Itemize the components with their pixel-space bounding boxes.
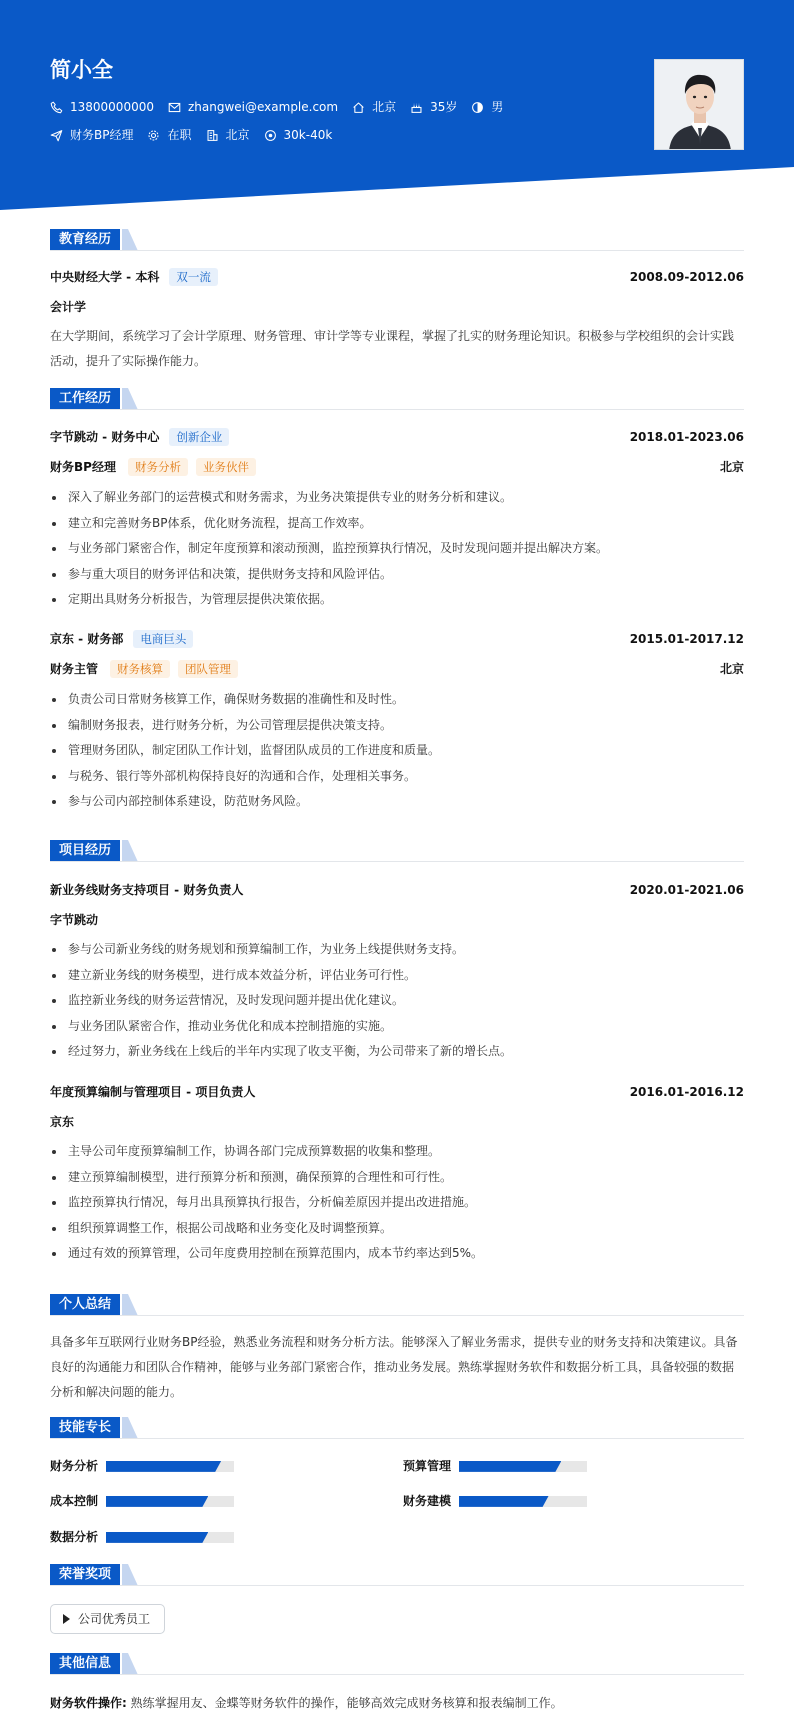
list-item: 通过有效的预算管理，公司年度费用控制在预算范围内，成本节约率达到5%。 xyxy=(50,1241,744,1267)
job-role-row xyxy=(50,458,744,476)
project-date: 2016.01-2016.12 xyxy=(629,1085,744,1099)
job-header xyxy=(50,428,744,446)
skill-bar-fill xyxy=(459,1461,561,1472)
salary-item xyxy=(264,127,333,144)
section-divider xyxy=(50,409,744,410)
skill-item xyxy=(50,1529,234,1546)
position-text: 财务BP经理 xyxy=(70,128,134,142)
section-title: 技能专长 xyxy=(50,1417,120,1439)
send-icon xyxy=(50,129,63,142)
mail-icon xyxy=(168,101,181,114)
skill-item xyxy=(403,1458,587,1475)
role-tag: 团队管理 xyxy=(178,660,238,678)
project-bullets xyxy=(50,1139,744,1267)
job-bullets xyxy=(50,687,744,815)
list-item: 与业务部门紧密合作，制定年度预算和滚动预测，监控预算执行情况，及时发现问题并提出解决方案。 xyxy=(50,536,744,562)
skill-bar xyxy=(106,1496,234,1507)
section-divider xyxy=(50,1315,744,1316)
section-title: 荣誉奖项 xyxy=(50,1564,120,1586)
resume-header xyxy=(0,0,794,210)
building-icon xyxy=(206,129,219,142)
section-title: 工作经历 xyxy=(50,388,120,410)
skill-name: 财务建模 xyxy=(403,1494,452,1508)
job-intent-row xyxy=(50,127,346,144)
skill-name: 预算管理 xyxy=(403,1459,452,1473)
section-summary xyxy=(50,1294,744,1316)
position-item xyxy=(50,127,133,144)
age-item xyxy=(410,99,457,116)
skill-bar xyxy=(106,1532,234,1543)
list-item: 经过努力，新业务线在上线后的半年内实现了收支平衡，为公司带来了新的增长点。 xyxy=(50,1039,744,1065)
job-date: 2015.01-2017.12 xyxy=(629,631,744,646)
gender-icon xyxy=(471,101,484,114)
job-bullets xyxy=(50,485,744,613)
status-item xyxy=(147,127,191,144)
education-description: 在大学期间，系统学习了会计学原理、财务管理、审计学等专业课程，掌握了扎实的财务理论知识。积极参与学校组织的会计实践活动，提升了实际操作能力。 xyxy=(50,329,735,368)
section-tab-slant xyxy=(122,388,138,410)
job-role: 财务BP经理 xyxy=(50,459,116,474)
role-tag: 业务伙伴 xyxy=(196,458,256,476)
gender-item xyxy=(471,99,503,116)
company-tag: 电商巨头 xyxy=(133,630,193,648)
skill-bar-fill xyxy=(459,1496,549,1507)
section-education xyxy=(50,229,744,251)
phone-item xyxy=(50,99,154,116)
other-info xyxy=(50,1695,563,1712)
company-tag: 创新企业 xyxy=(169,428,229,446)
section-divider xyxy=(50,861,744,862)
list-item: 建立预算编制模型，进行预算分析和预测，确保预算的合理性和可行性。 xyxy=(50,1165,744,1191)
school-name: 中央财经大学 - 本科 xyxy=(50,269,160,284)
education-major: 会计学 xyxy=(50,300,87,314)
role-tag: 财务分析 xyxy=(128,458,188,476)
award-chip xyxy=(50,1604,165,1634)
section-divider xyxy=(50,1438,744,1439)
contact-row xyxy=(50,99,517,116)
company-name: 字节跳动 - 财务中心 xyxy=(50,429,160,444)
phone-text: 13800000000 xyxy=(70,100,154,114)
section-tab-slant xyxy=(122,1294,138,1316)
section-title: 教育经历 xyxy=(50,229,120,251)
email-text: zhangwei@example.com xyxy=(187,100,339,114)
profile-photo xyxy=(654,59,744,150)
age-text: 35岁 xyxy=(430,100,458,114)
education-header xyxy=(50,268,744,286)
list-item: 与税务、银行等外部机构保持良好的沟通和合作，处理相关事务。 xyxy=(50,764,744,790)
list-item: 负责公司日常财务核算工作，确保财务数据的准确性和及时性。 xyxy=(50,687,744,713)
project-date: 2020.01-2021.06 xyxy=(629,883,744,897)
project-org: 字节跳动 xyxy=(50,913,99,927)
skill-item xyxy=(50,1458,234,1475)
section-title: 项目经历 xyxy=(50,840,120,862)
job-date: 2018.01-2023.06 xyxy=(629,429,744,444)
list-item: 与业务团队紧密合作，推动业务优化和成本控制措施的实施。 xyxy=(50,1014,744,1040)
skill-name: 成本控制 xyxy=(50,1494,99,1508)
job-location: 北京 xyxy=(719,661,744,676)
job-role-row xyxy=(50,660,744,678)
job-header xyxy=(50,630,744,648)
city-item xyxy=(352,99,396,116)
education-date: 2008.09-2012.06 xyxy=(629,269,744,284)
list-item: 参与公司内部控制体系建设，防范财务风险。 xyxy=(50,789,744,815)
list-item: 编制财务报表，进行财务分析，为公司管理层提供决策支持。 xyxy=(50,713,744,739)
status-text: 在职 xyxy=(167,128,192,142)
project-title: 新业务线财务支持项目 - 财务负责人 xyxy=(50,883,244,897)
coin-icon xyxy=(264,129,277,142)
job-location: 北京 xyxy=(719,459,744,474)
skill-name: 数据分析 xyxy=(50,1530,99,1544)
skill-bar xyxy=(459,1461,587,1472)
project-org: 京东 xyxy=(50,1115,75,1129)
skill-bar-fill xyxy=(106,1496,208,1507)
target-city-item xyxy=(206,127,250,144)
section-divider xyxy=(50,250,744,251)
company-name: 京东 - 财务部 xyxy=(50,631,124,646)
section-skills xyxy=(50,1417,744,1439)
target-city-text: 北京 xyxy=(225,128,250,142)
salary-text: 30k-40k xyxy=(283,128,333,142)
skill-bar-fill xyxy=(106,1532,208,1543)
section-tab-slant xyxy=(122,1417,138,1439)
skill-bar xyxy=(106,1461,234,1472)
list-item: 主导公司年度预算编制工作，协调各部门完成预算数据的收集和整理。 xyxy=(50,1139,744,1165)
phone-icon xyxy=(50,101,63,114)
skill-item xyxy=(403,1493,587,1510)
list-item: 组织预算调整工作，根据公司战略和业务变化及时调整预算。 xyxy=(50,1216,744,1242)
candidate-name: 简小全 xyxy=(50,58,113,82)
skill-item xyxy=(50,1493,234,1510)
list-item: 定期出具财务分析报告，为管理层提供决策依据。 xyxy=(50,587,744,613)
play-triangle-icon xyxy=(63,1614,70,1624)
section-other xyxy=(50,1653,744,1675)
other-info-label: 财务软件操作: xyxy=(50,1696,127,1710)
gender-text: 男 xyxy=(491,100,504,114)
summary-text: 具备多年互联网行业财务BP经验，熟悉业务流程和财务分析方法。能够深入了解业务需求，提供专业的财务支持和决策建议。具备良好的沟通能力和团队合作精神，能够与业务部门紧密合作，推动业务发展。熟练掌握财务软件和数据分析工具，具备较强的数据分析和解决问题的能力。 xyxy=(50,1335,738,1399)
list-item: 监控新业务线的财务运营情况，及时发现问题并提出优化建议。 xyxy=(50,988,744,1014)
skill-bar xyxy=(459,1496,587,1507)
section-title: 其他信息 xyxy=(50,1653,120,1675)
section-projects xyxy=(50,840,744,862)
list-item: 深入了解业务部门的运营模式和财务需求，为业务决策提供专业的财务分析和建议。 xyxy=(50,485,744,511)
avatar-portrait xyxy=(655,60,744,150)
section-honors xyxy=(50,1564,744,1586)
section-tab-slant xyxy=(122,1564,138,1586)
section-divider xyxy=(50,1674,744,1675)
project-bullets xyxy=(50,937,744,1065)
list-item: 参与公司新业务线的财务规划和预算编制工作，为业务上线提供财务支持。 xyxy=(50,937,744,963)
section-divider xyxy=(50,1585,744,1586)
project-title: 年度预算编制与管理项目 - 项目负责人 xyxy=(50,1085,256,1099)
other-info-text: 熟练掌握用友、金蝶等财务软件的操作，能够高效完成财务核算和报表编制工作。 xyxy=(130,1696,563,1710)
award-name: 公司优秀员工 xyxy=(78,1611,151,1626)
section-tab-slant xyxy=(122,840,138,862)
school-tag: 双一流 xyxy=(169,268,218,286)
list-item: 参与重大项目的财务评估和决策，提供财务支持和风险评估。 xyxy=(50,562,744,588)
email-item xyxy=(168,99,338,116)
home-icon xyxy=(352,101,365,114)
section-tab-slant xyxy=(122,1653,138,1675)
skill-name: 财务分析 xyxy=(50,1459,99,1473)
role-tag: 财务核算 xyxy=(110,660,170,678)
list-item: 管理财务团队，制定团队工作计划，监督团队成员的工作进度和质量。 xyxy=(50,738,744,764)
project-header xyxy=(50,882,744,899)
list-item: 建立和完善财务BP体系，优化财务流程，提高工作效率。 xyxy=(50,511,744,537)
section-title: 个人总结 xyxy=(50,1294,120,1316)
project-header xyxy=(50,1084,744,1101)
skill-bar-fill xyxy=(106,1461,221,1472)
list-item: 建立新业务线的财务模型，进行成本效益分析，评估业务可行性。 xyxy=(50,963,744,989)
section-work xyxy=(50,388,744,410)
job-role: 财务主管 xyxy=(50,661,99,676)
list-item: 监控预算执行情况，每月出具预算执行报告，分析偏差原因并提出改进措施。 xyxy=(50,1190,744,1216)
cake-icon xyxy=(410,101,423,114)
section-tab-slant xyxy=(122,229,138,251)
city-text: 北京 xyxy=(372,100,397,114)
gear-icon xyxy=(147,129,160,142)
